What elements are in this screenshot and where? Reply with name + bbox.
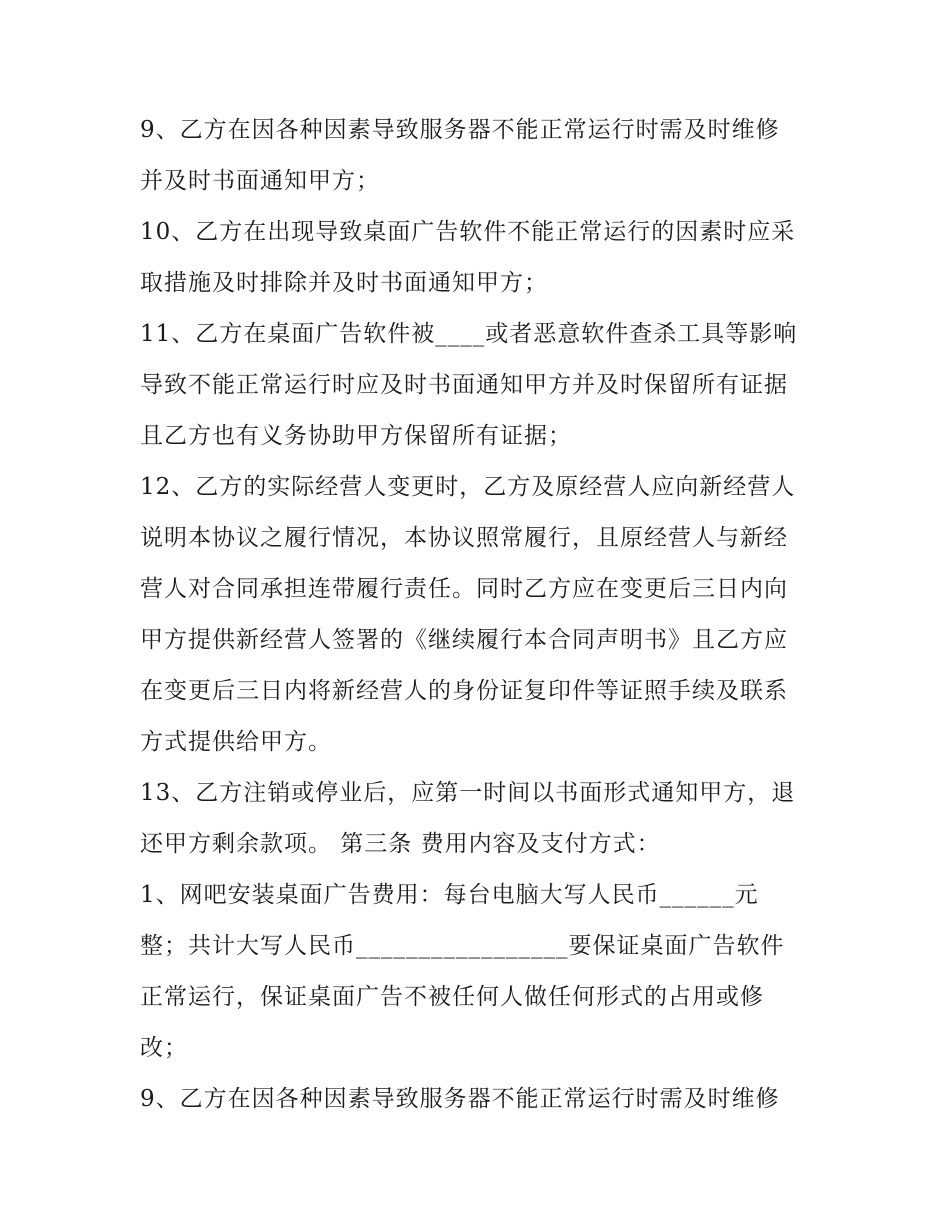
text-line: 13、乙方注销或停业后，应第一时间以书面形式通知甲方，退 [140, 780, 796, 806]
text-line: 11、乙方在桌面广告软件被____或者恶意软件查杀工具等影响 [140, 321, 798, 347]
text-line: 9、乙方在因各种因素导致服务器不能正常运行时需及时维修 [140, 117, 780, 143]
document-body [140, 105, 820, 1125]
text-line: 取措施及时排除并及时书面通知甲方； [140, 270, 548, 296]
text-line: 导致不能正常运行时应及时书面通知甲方并及时保留所有证据 [140, 372, 788, 398]
text-line: 方式提供给甲方。 [140, 729, 332, 755]
text-line: 10、乙方在出现导致桌面广告软件不能正常运行的因素时应采 [140, 219, 796, 245]
text-line: 并及时书面通知甲方； [140, 168, 380, 194]
text-line: 改； [140, 1035, 188, 1061]
text-line: 正常运行，保证桌面广告不被任何人做任何形式的占用或修 [140, 984, 764, 1010]
text-line: 且乙方也有义务协助甲方保留所有证据； [140, 423, 572, 449]
text-line: 营人对合同承担连带履行责任。同时乙方应在变更后三日内向 [140, 576, 788, 602]
text-line: 甲方提供新经营人签署的《继续履行本合同声明书》且乙方应 [140, 627, 788, 653]
text-line: 在变更后三日内将新经营人的身份证复印件等证照手续及联系 [140, 678, 788, 704]
text-line: 9、乙方在因各种因素导致服务器不能正常运行时需及时维修 [140, 1086, 780, 1112]
text-line: 12、乙方的实际经营人变更时，乙方及原经营人应向新经营人 [140, 474, 796, 500]
text-line: 说明本协议之履行情况，本协议照常履行，且原经营人与新经 [140, 525, 788, 551]
text-line: 整；共计大写人民币_________________要保证桌面广告软件 [140, 933, 785, 959]
text-line: 还甲方剩余款项。 第三条 费用内容及支付方式： [140, 831, 661, 857]
text-line: 1、网吧安装桌面广告费用：每台电脑大写人民币______元 [140, 882, 759, 908]
